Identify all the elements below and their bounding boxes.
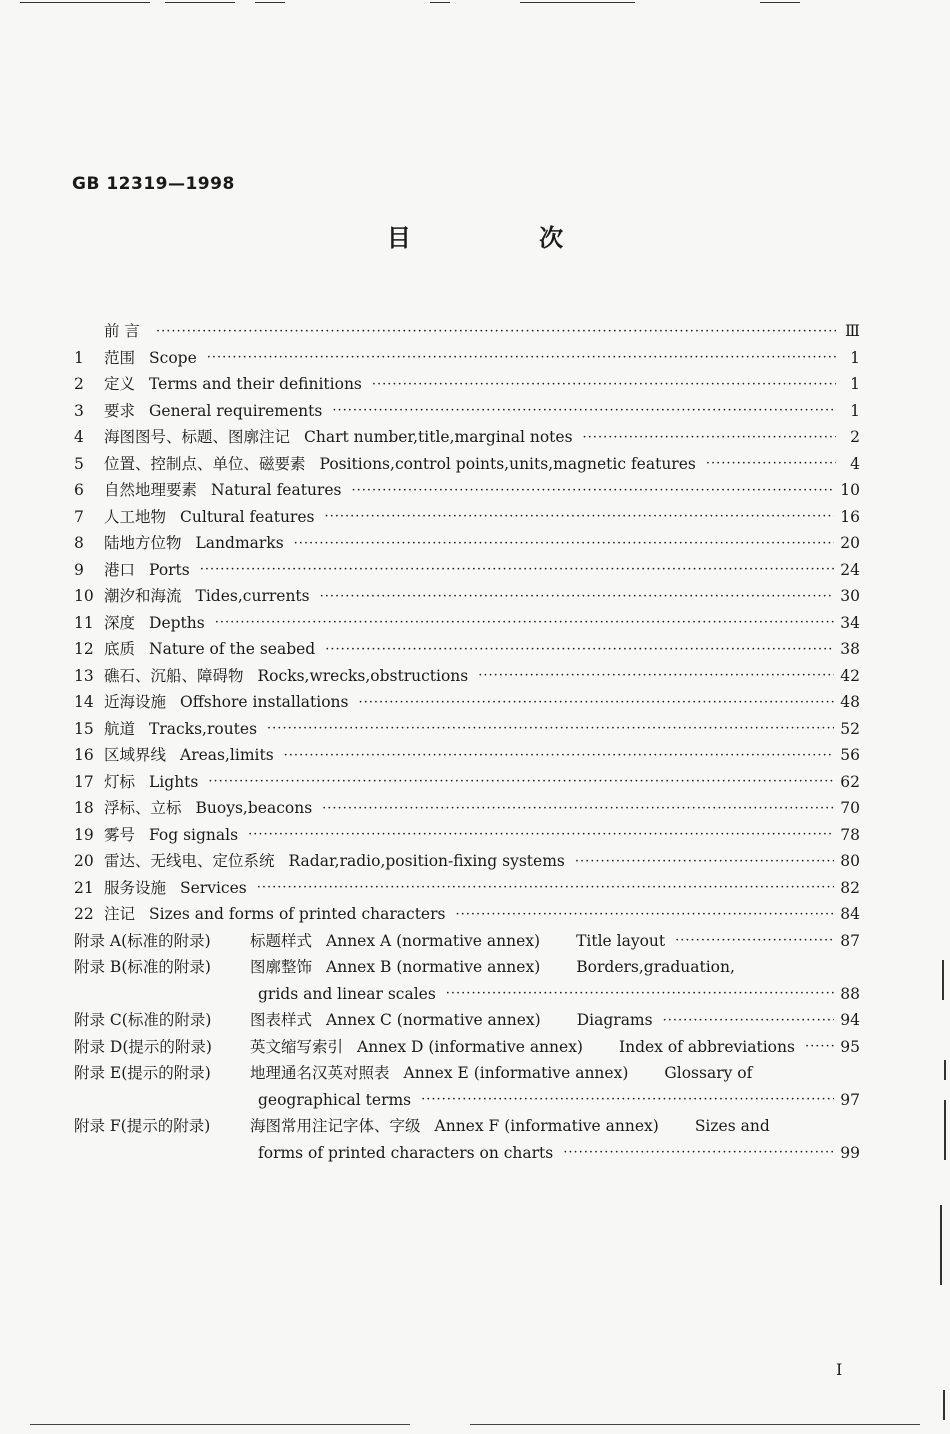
toc-title-cn: 浮标、立标 xyxy=(104,799,182,817)
leader-dots xyxy=(661,1010,835,1026)
leader-dots xyxy=(803,1036,834,1052)
leader-dots xyxy=(282,745,835,761)
toc-preface[interactable] xyxy=(74,318,860,345)
annex-title-cn: 标题样式 xyxy=(250,931,313,950)
toc-entry[interactable] xyxy=(74,769,860,796)
scan-border-bottom xyxy=(0,1424,950,1426)
toc-title-en: Terms and their definitions xyxy=(149,375,362,393)
toc-page: Ⅲ xyxy=(845,322,860,340)
leader-dots xyxy=(419,1089,834,1105)
leader-dots xyxy=(154,321,836,337)
toc-number: 9 xyxy=(74,560,84,579)
annex-type: Annex E (informative annex) xyxy=(403,1064,629,1082)
toc-entry[interactable] xyxy=(74,716,860,743)
toc-page: 10 xyxy=(840,481,860,499)
toc-title-cn: 要求 xyxy=(104,401,136,420)
toc-page: 16 xyxy=(840,507,860,526)
annex-title-cn: 海图常用注记字体、字级 xyxy=(250,1117,421,1135)
toc-entry[interactable] xyxy=(74,848,860,875)
toc-number: 5 xyxy=(74,454,84,473)
toc-page: 88 xyxy=(840,984,860,1003)
leader-dots xyxy=(206,771,834,787)
annex-label: 附录 D(提示的附录) xyxy=(74,1037,212,1056)
toc-entry[interactable] xyxy=(74,424,860,451)
leader-dots xyxy=(453,904,834,920)
toc-entry[interactable] xyxy=(74,689,860,716)
toc-page: 1 xyxy=(850,348,860,367)
toc-title-cn: 深度 xyxy=(104,613,136,632)
toc-number: 7 xyxy=(74,507,84,526)
leader-dots xyxy=(265,718,834,734)
leader-dots xyxy=(370,374,836,390)
toc-number: 8 xyxy=(74,534,84,552)
toc-title-en: Offshore installations xyxy=(180,693,349,711)
toc-title-en: General requirements xyxy=(149,401,323,420)
annex-title-en-cont: geographical terms xyxy=(258,1090,412,1109)
leader-dots xyxy=(320,798,834,814)
toc-entry[interactable] xyxy=(74,636,860,663)
annex-type: Annex B (normative annex) xyxy=(326,958,541,976)
toc-title-en: Sizes and forms of printed characters xyxy=(149,905,446,923)
leader-dots xyxy=(573,851,834,867)
toc-title-cn: 注记 xyxy=(104,905,136,923)
toc-entry[interactable] xyxy=(74,875,860,902)
toc-number: 16 xyxy=(74,746,94,764)
toc-title-cn: 雷达、无线电、定位系统 xyxy=(104,852,275,870)
toc-preface-label: 前 言 xyxy=(104,322,140,340)
toc-title-en: Landmarks xyxy=(195,534,284,552)
annex-title-cn: 地理通名汉英对照表 xyxy=(250,1064,390,1082)
leader-dots xyxy=(205,347,836,363)
toc-annex-entry[interactable] xyxy=(74,1060,860,1087)
toc-page: 38 xyxy=(840,640,860,658)
leader-dots xyxy=(476,665,834,681)
toc-page: 84 xyxy=(840,905,860,923)
toc-number: 2 xyxy=(74,375,84,393)
toc-title-en: Buoys,beacons xyxy=(195,799,313,817)
toc-page: 80 xyxy=(840,852,860,870)
annex-label: 附录 A(标准的附录) xyxy=(74,931,211,950)
toc-title-en: Depths xyxy=(149,613,205,632)
toc-title-cn: 近海设施 xyxy=(104,693,167,711)
toc-entry[interactable] xyxy=(74,610,860,637)
annex-title-cn: 图表样式 xyxy=(250,1011,313,1029)
toc-number: 19 xyxy=(74,825,94,844)
toc-title-en: Tides,currents xyxy=(195,587,310,605)
leader-dots xyxy=(561,1142,834,1158)
toc-annex-entry[interactable] xyxy=(74,954,860,981)
toc-title-en: Fog signals xyxy=(149,825,239,844)
toc-title-en: Positions,control points,units,magnetic features xyxy=(319,454,696,473)
toc-entry[interactable] xyxy=(74,371,860,398)
toc-title-en: Scope xyxy=(149,348,197,367)
toc-title-cn: 礁石、沉船、障碍物 xyxy=(104,666,244,685)
annex-title-en-cont: grids and linear scales xyxy=(258,984,436,1003)
toc-page: 34 xyxy=(840,613,860,632)
toc-page: 82 xyxy=(840,878,860,897)
annex-title-en: Title layout xyxy=(576,931,666,950)
annex-title-en: Diagrams xyxy=(576,1011,653,1029)
toc-entry[interactable] xyxy=(74,901,860,928)
toc-number: 6 xyxy=(74,481,84,499)
annex-label: 附录 F(提示的附录) xyxy=(74,1117,211,1135)
toc-title-cn: 灯标 xyxy=(104,772,136,791)
toc-page: 52 xyxy=(840,719,860,738)
toc-page: 42 xyxy=(840,666,860,685)
annex-type: Annex C (normative annex) xyxy=(326,1011,541,1029)
toc-number: 20 xyxy=(74,852,94,870)
annex-title-en: Index of abbreviations xyxy=(618,1037,795,1056)
toc-entry[interactable] xyxy=(74,583,860,610)
toc-page: 4 xyxy=(850,454,860,473)
toc-page: 56 xyxy=(840,746,860,764)
toc-title-cn: 海图图号、标题、图廓注记 xyxy=(104,428,291,446)
toc-page: 70 xyxy=(840,799,860,817)
annex-title-cn: 英文缩写索引 xyxy=(250,1037,344,1056)
annex-type: Annex A (normative annex) xyxy=(326,931,541,950)
leader-dots xyxy=(330,400,836,416)
toc-entry[interactable] xyxy=(74,557,860,584)
toc-title-en: Ports xyxy=(149,560,190,579)
toc-annex-continuation[interactable] xyxy=(258,981,860,1008)
annex-title-en: Sizes and xyxy=(694,1117,770,1135)
toc-title-en: Tracks,routes xyxy=(149,719,258,738)
toc-number: 15 xyxy=(74,719,94,738)
toc-page: 95 xyxy=(840,1037,860,1056)
toc-number: 14 xyxy=(74,693,94,711)
leader-dots xyxy=(322,506,834,522)
page-title: 目 次 xyxy=(386,224,624,252)
toc-number: 4 xyxy=(74,428,84,446)
annex-type: Annex D (informative annex) xyxy=(357,1037,583,1056)
toc-page: 97 xyxy=(840,1090,860,1109)
page-number: I xyxy=(836,1360,843,1379)
leader-dots xyxy=(704,453,836,469)
toc-page: 1 xyxy=(850,375,860,393)
toc-annex-entry[interactable] xyxy=(74,1034,860,1061)
toc-entry[interactable] xyxy=(74,345,860,372)
toc-annex-continuation[interactable] xyxy=(258,1087,860,1114)
toc-title-cn: 位置、控制点、单位、磁要素 xyxy=(104,454,306,473)
toc-annex-entry[interactable] xyxy=(74,1007,860,1034)
toc-entry[interactable] xyxy=(74,795,860,822)
toc-number: 11 xyxy=(74,613,94,632)
leader-dots xyxy=(292,533,835,549)
toc-number: 13 xyxy=(74,666,94,685)
toc-number: 1 xyxy=(74,348,84,367)
leader-dots xyxy=(349,480,834,496)
leader-dots xyxy=(581,427,836,443)
toc-title-cn: 区域界线 xyxy=(104,746,167,764)
leader-dots xyxy=(318,586,835,602)
leader-dots xyxy=(444,983,834,999)
toc-title-cn: 陆地方位物 xyxy=(104,534,182,552)
toc-title-en: Chart number,title,marginal notes xyxy=(304,428,573,446)
annex-title-en-cont: forms of printed characters on charts xyxy=(258,1143,554,1162)
toc-entry[interactable] xyxy=(74,822,860,849)
toc-title-cn: 人工地物 xyxy=(104,507,167,526)
annex-label: 附录 E(提示的附录) xyxy=(74,1064,211,1082)
toc-entry[interactable] xyxy=(74,742,860,769)
toc-page: 2 xyxy=(850,428,860,446)
toc-title-en: Rocks,wrecks,obstructions xyxy=(257,666,469,685)
leader-dots xyxy=(357,692,835,708)
toc-page: 99 xyxy=(840,1143,860,1162)
toc-title-cn: 雾号 xyxy=(104,825,136,844)
leader-dots xyxy=(255,877,835,893)
toc-annex-entry[interactable] xyxy=(74,1113,860,1140)
toc-page: 94 xyxy=(840,1011,860,1029)
toc-page: 1 xyxy=(850,401,860,420)
toc-number: 21 xyxy=(74,878,94,897)
toc-number: 17 xyxy=(74,772,94,791)
toc-title-en: Nature of the seabed xyxy=(149,640,316,658)
document-code: GB 12319—1998 xyxy=(72,174,235,194)
annex-title-cn: 图廓整饰 xyxy=(250,958,313,976)
toc-page: 20 xyxy=(840,534,860,552)
toc-page: 62 xyxy=(840,772,860,791)
annex-title-en: Glossary of xyxy=(664,1064,753,1082)
toc-page: 30 xyxy=(840,587,860,605)
toc-number: 10 xyxy=(74,587,94,605)
toc-page: 78 xyxy=(840,825,860,844)
leader-dots xyxy=(198,559,835,575)
toc-title-cn: 底质 xyxy=(104,640,136,658)
toc-title-cn: 定义 xyxy=(104,375,136,393)
toc-entry[interactable] xyxy=(74,398,860,425)
toc-annex-continuation[interactable] xyxy=(258,1140,860,1167)
toc-number: 22 xyxy=(74,905,94,923)
toc-title-cn: 自然地理要素 xyxy=(104,481,198,499)
toc-title-cn: 范围 xyxy=(104,348,136,367)
leader-dots xyxy=(323,639,834,655)
toc-number: 18 xyxy=(74,799,94,817)
toc-annex-entry[interactable] xyxy=(74,928,860,955)
annex-title-en: Borders,graduation, xyxy=(576,958,735,976)
table-of-contents xyxy=(74,318,860,1166)
toc-entry[interactable] xyxy=(74,477,860,504)
toc-page: 48 xyxy=(840,693,860,711)
toc-title-cn: 潮汐和海流 xyxy=(104,587,182,605)
annex-label: 附录 C(标准的附录) xyxy=(74,1011,212,1029)
annex-type: Annex F (informative annex) xyxy=(434,1117,659,1135)
leader-dots xyxy=(213,612,835,628)
toc-title-en: Cultural features xyxy=(180,507,315,526)
scan-border-top xyxy=(0,2,950,5)
toc-title-en: Radar,radio,position-fixing systems xyxy=(288,852,565,870)
leader-dots xyxy=(246,824,834,840)
toc-title-cn: 服务设施 xyxy=(104,878,167,897)
toc-number: 12 xyxy=(74,640,94,658)
toc-entry[interactable] xyxy=(74,451,860,478)
leader-dots xyxy=(673,930,834,946)
toc-entry[interactable] xyxy=(74,530,860,557)
toc-number: 3 xyxy=(74,401,84,420)
toc-title-cn: 港口 xyxy=(104,560,136,579)
toc-page: 87 xyxy=(840,931,860,950)
toc-title-en: Lights xyxy=(149,772,199,791)
toc-title-cn: 航道 xyxy=(104,719,136,738)
toc-title-en: Natural features xyxy=(211,481,342,499)
toc-title-en: Services xyxy=(180,878,247,897)
toc-page: 24 xyxy=(840,560,860,579)
toc-entry[interactable] xyxy=(74,663,860,690)
toc-title-en: Areas,limits xyxy=(180,746,274,764)
annex-label: 附录 B(标准的附录) xyxy=(74,958,211,976)
toc-entry[interactable] xyxy=(74,504,860,531)
